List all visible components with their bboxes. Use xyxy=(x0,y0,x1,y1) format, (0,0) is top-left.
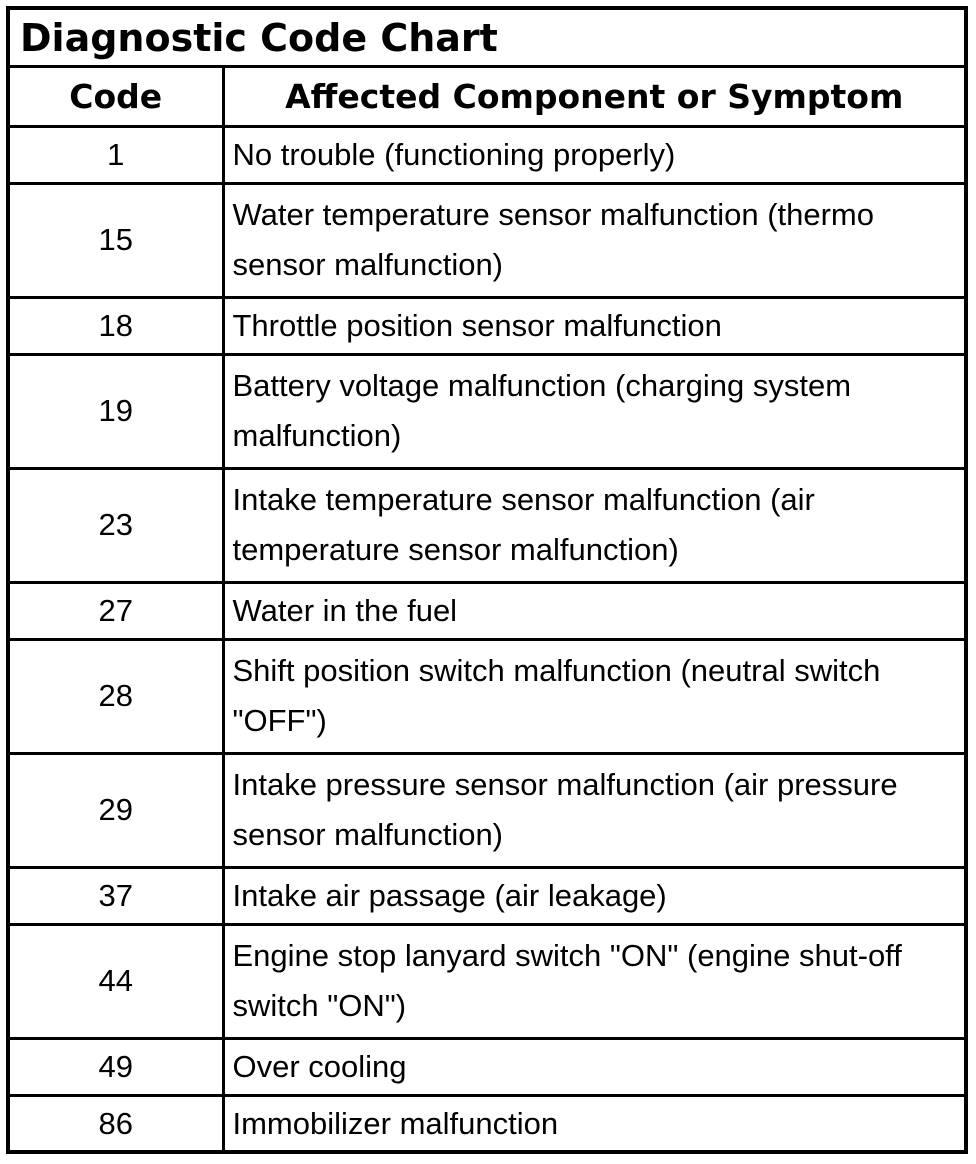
symptom-cell: Water in the fuel xyxy=(223,582,964,639)
code-cell: 28 xyxy=(10,639,223,753)
symptom-cell: Over cooling xyxy=(223,1038,964,1095)
symptom-cell: Immobilizer malfunction xyxy=(232,1106,559,1142)
header-row xyxy=(10,68,964,126)
code-cell: 23 xyxy=(10,468,223,582)
table-row xyxy=(10,582,964,639)
diagnostic-code-table xyxy=(10,68,964,1152)
table-row xyxy=(10,753,964,867)
table-row xyxy=(10,183,964,297)
code-cell: 1 xyxy=(10,126,223,183)
code-cell: 44 xyxy=(10,924,223,1038)
symptom-cell: Engine stop lanyard switch "ON" (engine shut-off switch "ON") xyxy=(223,924,964,1038)
table-row xyxy=(10,126,964,183)
table-row xyxy=(10,924,964,1038)
table-row xyxy=(10,639,964,753)
symptom-cell: Intake pressure sensor malfunction (air pressure sensor malfunction) xyxy=(223,753,964,867)
symptom-cell: Water temperature sensor malfunction (thermo sensor malfunction) xyxy=(223,183,964,297)
code-cell: 37 xyxy=(10,867,223,924)
diagnostic-code-chart xyxy=(6,6,968,1154)
table-row xyxy=(10,297,964,354)
table-row xyxy=(10,1038,964,1095)
table-row xyxy=(10,354,964,468)
code-cell: 27 xyxy=(10,582,223,639)
code-cell: 19 xyxy=(10,354,223,468)
code-cell: 18 xyxy=(10,297,223,354)
symptom-cell: Intake temperature sensor malfunction (air temperature sensor malfunction) xyxy=(223,468,964,582)
symptom-cell: No trouble (functioning properly) xyxy=(223,126,964,183)
code-cell: 15 xyxy=(10,183,223,297)
code-column-header: Code xyxy=(10,68,223,126)
component-column-header: Affected Component or Symptom xyxy=(223,68,964,126)
chart-title: Diagnostic Code Chart xyxy=(10,10,964,68)
symptom-cell: Intake air passage (air leakage) xyxy=(223,867,964,924)
code-cell: 29 xyxy=(10,753,223,867)
code-cell: 49 xyxy=(10,1038,223,1095)
symptom-cell: Throttle position sensor malfunction xyxy=(223,297,964,354)
symptom-cell: Shift position switch malfunction (neutral switch "OFF") xyxy=(223,639,964,753)
table-row xyxy=(10,1095,964,1152)
code-cell: 86 xyxy=(10,1095,223,1152)
table-row xyxy=(10,468,964,582)
table-row xyxy=(10,867,964,924)
symptom-cell: Battery voltage malfunction (charging system malfunction) xyxy=(223,354,964,468)
